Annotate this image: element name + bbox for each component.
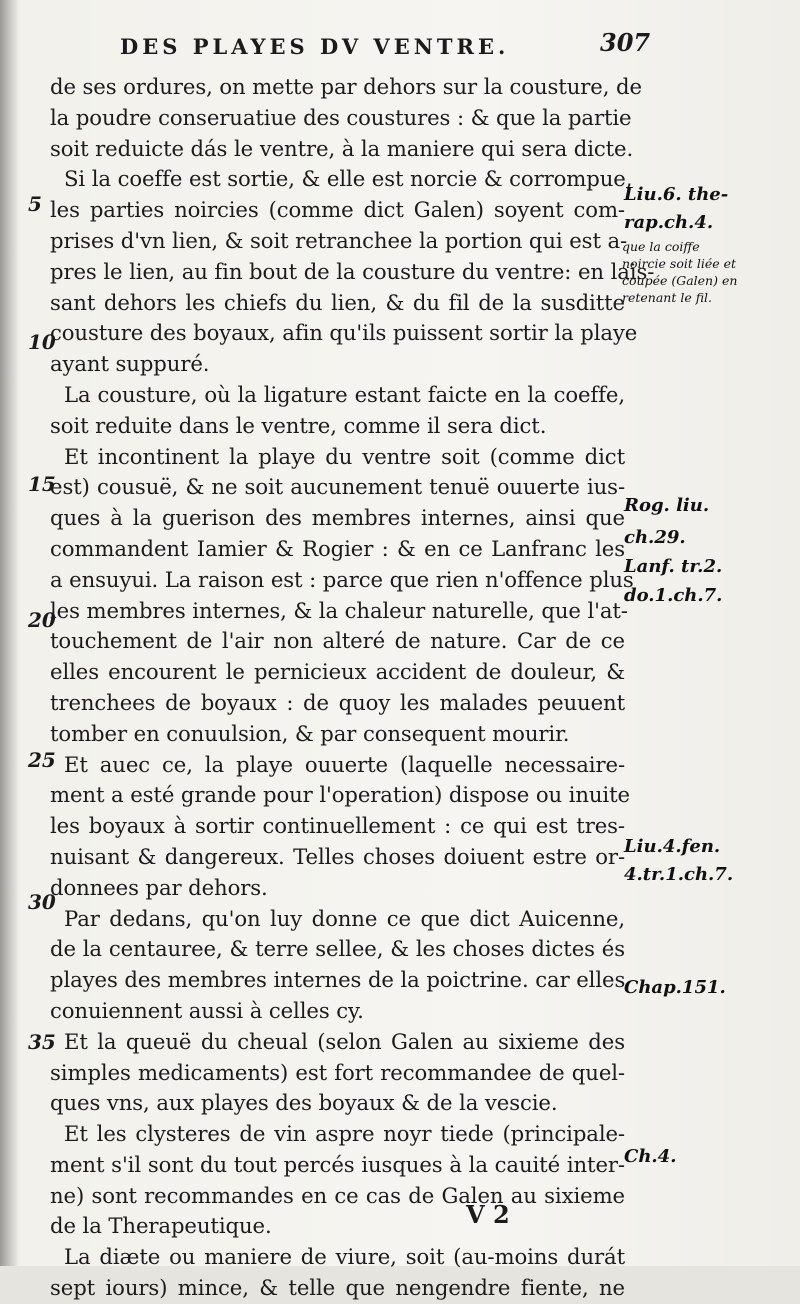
text-line: la poudre conseruatiue des coustures : & que la partie xyxy=(50,104,632,130)
running-head: DES PLAYES DV VENTRE. xyxy=(120,34,510,59)
text-line: touchement de l'air non alteré de nature. Car de ce xyxy=(50,628,625,654)
text-line: Et les clysteres de vin aspre noyr tiede (principale- xyxy=(64,1121,625,1147)
text-line: conuiennent aussi à celles cy. xyxy=(50,997,364,1023)
text-line: ment a esté grande pour l'operation) dispose ou inuite xyxy=(50,782,630,808)
page-number: 307 xyxy=(600,28,651,57)
margin-reference: Rog. liu. xyxy=(624,495,710,516)
text-line: ne) sont recommandes en ce cas de Galen au sixieme xyxy=(50,1182,625,1208)
margin-reference: Ch.4. xyxy=(624,1146,677,1167)
text-line: sant dehors les chiefs du lien, & du fil de la susditte xyxy=(50,289,625,315)
text-line: commandent Iamier & Rogier : & en ce Lanfranc les xyxy=(50,535,625,561)
text-line: pres le lien, au fin bout de la cousture du ventre: en lais- xyxy=(50,258,655,284)
text-line: soit reduite dans le ventre, comme il sera dict. xyxy=(50,412,547,438)
text-line: Et auec ce, la playe ouuerte (laquelle necessaire- xyxy=(64,751,625,777)
text-line: les boyaux à sortir continuellement : ce qui est tres- xyxy=(50,813,625,839)
text-line: soit reduicte dás le ventre, à la maniere qui sera dicte. xyxy=(50,135,634,161)
margin-reference: do.1.ch.7. xyxy=(624,585,723,606)
margin-reference: Lanf. tr.2. xyxy=(624,556,723,577)
text-line: de la Therapeutique. xyxy=(50,1213,272,1239)
text-line: nuisant & dangereux. Telles choses doiuent estre or- xyxy=(50,843,625,869)
text-line: ayant suppuré. xyxy=(50,351,210,377)
text-line: La cousture, où la ligature estant faicte en la coeffe, xyxy=(64,381,625,407)
text-line: simples medicaments) est fort recommandee de quel- xyxy=(50,1059,625,1085)
text-line: cousture des boyaux, afin qu'ils puissent sortir la playe xyxy=(50,320,638,346)
handwritten-annotation: que la coiffe noircie soit liée et coupée (Galen) en retenant le fil. xyxy=(622,239,738,305)
line-number: 35 xyxy=(28,1030,56,1054)
line-number: 15 xyxy=(28,472,56,496)
text-line: sept iours) mince, & telle que nengendre fiente, ne xyxy=(50,1275,625,1301)
margin-reference: rap.ch.4. xyxy=(624,212,714,233)
text-line: les membres internes, & la chaleur naturelle, que l'at- xyxy=(50,597,628,623)
margin-reference: 4.tr.1.ch.7. xyxy=(624,864,734,885)
text-line: Si la coeffe est sortie, & elle est norcie & corrompue, xyxy=(64,166,633,192)
line-number: 20 xyxy=(28,608,56,632)
line-number: 30 xyxy=(28,890,56,914)
text-line: La diæte ou maniere de viure, soit (au-moins durát xyxy=(64,1244,625,1270)
line-number: 25 xyxy=(28,748,56,772)
gutter-shadow xyxy=(0,0,18,1266)
signature-mark: V 2 xyxy=(466,1200,510,1229)
line-number: 5 xyxy=(28,192,42,216)
text-line: les parties noircies (comme dict Galen) soyent com- xyxy=(50,197,625,223)
margin-reference: ch.29. xyxy=(624,527,686,548)
text-line: Par dedans, qu'on luy donne ce que dict Auicenne, xyxy=(64,905,625,931)
text-line: est) cousuë, & ne soit aucunement tenuë ouuerte ius- xyxy=(50,474,625,500)
margin-reference: Chap.151. xyxy=(624,977,726,998)
text-line: playes des membres internes de la poictrine. car elles xyxy=(50,967,626,993)
line-number: 10 xyxy=(28,330,56,354)
text-line: elles encourent le pernicieux accident de douleur, & xyxy=(50,659,625,685)
text-line: a ensuyui. La raison est : parce que rien n'offence plus xyxy=(50,566,634,592)
text-line: tomber en conuulsion, & par consequent mourir. xyxy=(50,720,570,746)
margin-reference: Liu.6. the- xyxy=(624,184,729,205)
text-line: ques vns, aux playes des boyaux & de la vescie. xyxy=(50,1090,558,1116)
text-line: ques à la guerison des membres internes, ainsi que xyxy=(50,505,625,531)
text-line: de la centauree, & terre sellee, & les choses dictes és xyxy=(50,936,625,962)
text-line: Et la queuë du cheual (selon Galen au sixieme des xyxy=(64,1028,625,1054)
text-line: donnees par dehors. xyxy=(50,874,268,900)
text-line: de ses ordures, on mette par dehors sur la cousture, de xyxy=(50,74,642,99)
margin-reference: Liu.4.fen. xyxy=(624,836,721,857)
text-line: ment s'il sont du tout percés iusques à la cauité inter- xyxy=(50,1151,625,1177)
text-line: trenchees de boyaux : de quoy les malades peuuent xyxy=(50,689,625,715)
text-line: prises d'vn lien, & soit retranchee la portion qui est a- xyxy=(50,227,628,253)
text-line: Et incontinent la playe du ventre soit (comme dict xyxy=(64,443,625,469)
